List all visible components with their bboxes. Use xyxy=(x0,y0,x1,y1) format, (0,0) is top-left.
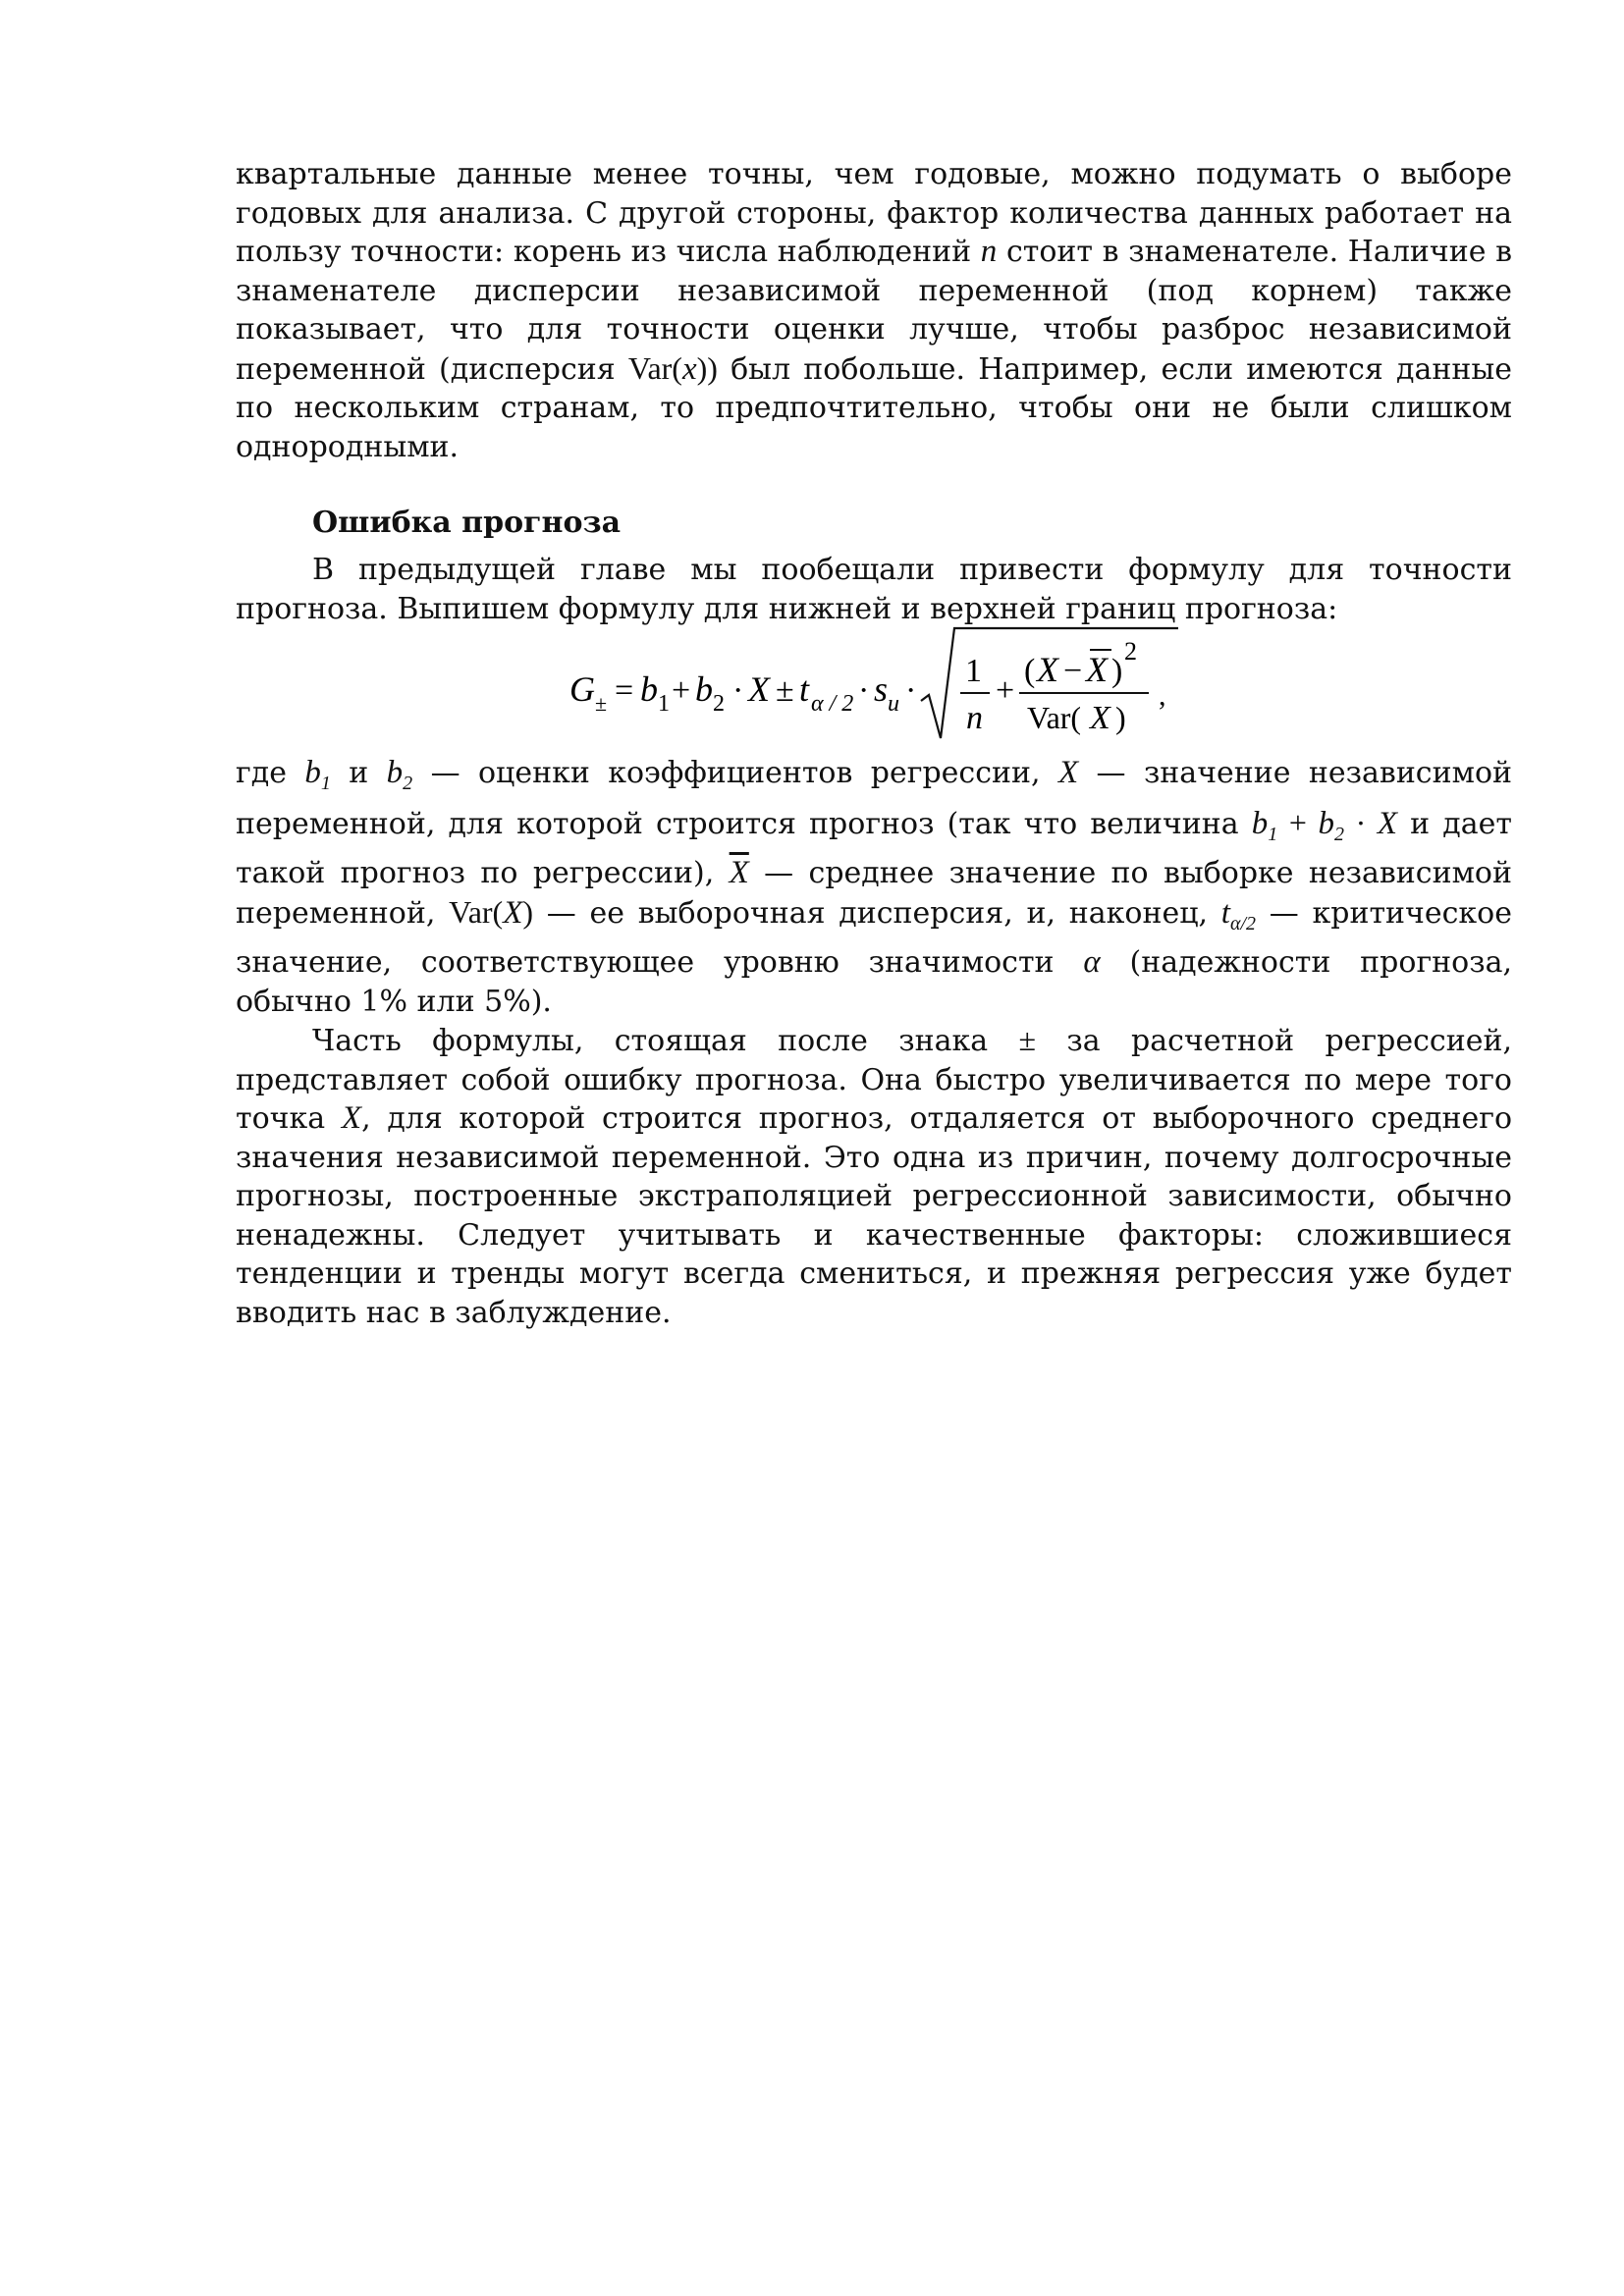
text-run: — среднее значение по выборке независимой переменной, xyxy=(236,856,1512,931)
formula-b1: b xyxy=(640,669,658,709)
formula-t-sub: α / 2 xyxy=(811,691,854,717)
formula-dot: · xyxy=(858,672,870,709)
formula-b2: b xyxy=(695,669,713,709)
formula-G-sub: ± xyxy=(595,691,608,716)
math-sub: 1 xyxy=(1268,823,1278,845)
forecast-formula xyxy=(236,630,1512,748)
text-run: — оценки коэффициентов регрессии, xyxy=(412,756,1058,790)
text-run: — ее выборочная дисперсия, и, наконец, xyxy=(533,895,1221,931)
math-close: )) xyxy=(696,349,718,386)
formula-paren-close: ) xyxy=(1111,653,1123,689)
formula-den-X: X xyxy=(1090,700,1110,736)
math-alpha: α xyxy=(1083,944,1101,980)
formula-s: s xyxy=(874,669,889,709)
formula-dot: · xyxy=(732,672,744,709)
document-page xyxy=(236,155,1512,1332)
math-close: ) xyxy=(522,893,534,930)
text-run: , для которой строится прогноз, отдаляется от выборочного среднего значения независимой переменной. Это одна из причин, почему долгосрочные прогнозы, построенные экстраполяцией регрессионной зависимости, обычно ненадежны. Следует учитывать и качественные факторы: сложившиеся тенденции и тренды могут всегда смениться, и прежняя регрессия уже будет вводить нас в заблуждение. xyxy=(236,1101,1513,1330)
text-run: — критическое значение, соответствующее уровню значимости xyxy=(236,895,1512,980)
math-b2: b xyxy=(1318,805,1335,841)
math-sub: 2 xyxy=(403,773,413,794)
math-X: X xyxy=(503,894,523,931)
formula-plus: + xyxy=(672,672,691,709)
text-run: — значение независимой переменной, для которой строится прогноз (так что величина xyxy=(236,756,1512,841)
text-run: где xyxy=(236,756,305,790)
formula-X: X xyxy=(748,669,770,709)
formula-minus: − xyxy=(1063,653,1083,689)
math-b2: b xyxy=(386,755,404,790)
formula-num-X: X xyxy=(1037,650,1058,689)
text-run: за расчетной регрессией, представляет собой ошибку прогноза. Она быстро увеличивается по мере того точка xyxy=(236,1024,1512,1136)
formula-one: 1 xyxy=(965,653,982,689)
math-sub: 1 xyxy=(320,773,331,794)
formula-eq: = xyxy=(615,672,634,709)
math-var: Var( xyxy=(627,349,682,386)
section-heading: Ошибка прогноза xyxy=(312,506,622,540)
math-b1: b xyxy=(1251,805,1269,841)
math-sub: α/2 xyxy=(1229,912,1257,934)
formula-b1-sub: 1 xyxy=(658,691,670,717)
math-X: X xyxy=(1057,755,1079,790)
formula-s-sub: u xyxy=(888,691,899,717)
formula-var: Var( xyxy=(1027,700,1082,735)
math-plus: + xyxy=(1277,804,1319,840)
formula-t: t xyxy=(799,669,810,709)
math-x: x xyxy=(681,350,697,387)
formula-G: G xyxy=(569,669,595,709)
formula-comma: , xyxy=(1159,679,1166,712)
formula-paren-open: ( xyxy=(1024,653,1036,689)
math-pm: ± xyxy=(1018,1022,1037,1057)
math-Xbar: $\overline{X}$ xyxy=(729,855,749,890)
formula-pm: ± xyxy=(776,672,794,709)
paragraph-intro: В предыдущей главе мы пообещали привести формулу для точности прогноза. Выпишем формулу для нижней и верхней границ прогноза: xyxy=(236,553,1512,626)
paragraph-precision xyxy=(236,155,1512,466)
formula-den-close: ) xyxy=(1115,700,1126,735)
text-run: стоит в знаменателе. Наличие в знаменателе дисперсии независимой переменной (под корнем) также показывает, что для точности оценки лучше, чтобы разброс независимой переменной (дисперсия xyxy=(236,235,1512,387)
text-run: квартальные данные менее точны, чем годовые, можно подумать о выборе годовых для анализа. С другой стороны, фактор количества данных работает на пользу точности: корень из числа наблюдений xyxy=(236,157,1512,269)
formula-plus: + xyxy=(996,672,1015,709)
formula-exponent: 2 xyxy=(1124,637,1137,666)
math-t: t xyxy=(1220,894,1230,931)
formula-n: n xyxy=(966,700,983,736)
math-n: n xyxy=(980,234,998,269)
math-sub: 2 xyxy=(1334,823,1345,845)
paragraph-forecast-error xyxy=(236,1021,1512,1332)
formula-b2-sub: 2 xyxy=(713,691,725,717)
math-dot: · xyxy=(1344,804,1378,840)
math-X: X xyxy=(1377,805,1398,841)
formula-svg xyxy=(569,622,1178,748)
text-run: был побольше. Например, если имеются данные по нескольким странам, то предпочтительно, чтобы они не были слишком однородными. xyxy=(236,351,1512,464)
text-run: и дает такой прогноз по регрессии), xyxy=(236,806,1513,890)
text-run: (надежности прогноза, обычно 1% или 5%). xyxy=(236,945,1513,1019)
formula-dot: · xyxy=(905,672,917,709)
math-var: Var( xyxy=(449,893,504,930)
math-b1: b xyxy=(304,755,321,790)
text-run: Часть формулы, стоящая после знака xyxy=(312,1024,1019,1058)
paragraph-definitions xyxy=(236,754,1512,1021)
formula-num-Xbar: X xyxy=(1086,650,1108,689)
text-run: и xyxy=(330,756,387,790)
math-X: X xyxy=(341,1100,362,1136)
